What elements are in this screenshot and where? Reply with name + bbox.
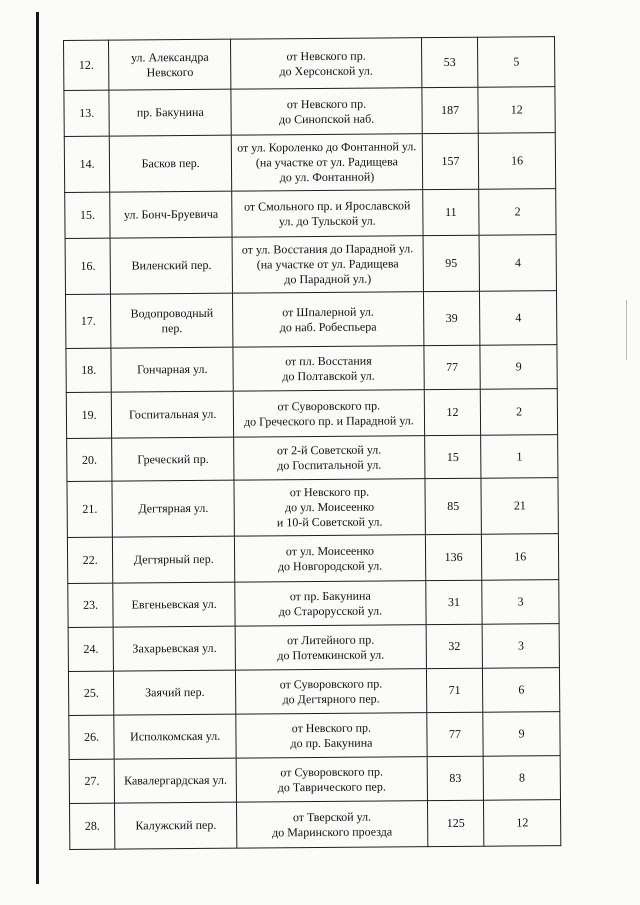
row-number: 22. (67, 537, 113, 583)
street-count: 2 (479, 189, 556, 236)
table-row (64, 133, 555, 193)
row-number: 13. (64, 90, 110, 136)
row-number: 20. (67, 438, 113, 481)
street-count: 16 (482, 534, 559, 581)
row-number: 21. (67, 481, 113, 537)
street-route: от ул. Восстания до Парадной ул. (на участке от ул. Радищева до Парадной ул.) (232, 236, 423, 293)
table-row (65, 235, 556, 295)
street-length: 157 (422, 133, 479, 189)
street-length: 39 (423, 291, 480, 345)
street-length: 32 (426, 624, 483, 668)
row-number: 16. (65, 238, 111, 294)
table-row (65, 189, 556, 239)
street-name: Кавалергардская ул. (114, 758, 236, 803)
street-name: ул. Александра Невского (109, 39, 231, 90)
table-row (66, 345, 557, 393)
street-length: 187 (422, 87, 479, 133)
street-route: от Литейного пр. до Потемкинской ул. (235, 625, 426, 670)
street-name: Калужский пер. (115, 802, 237, 849)
street-route: от Суворовского пр. до Греческого пр. и Парадной ул. (233, 390, 424, 437)
street-count: 9 (483, 712, 560, 757)
street-length: 15 (424, 435, 481, 478)
street-count: 12 (484, 800, 561, 847)
row-number: 23. (68, 583, 114, 627)
table-row (69, 712, 560, 760)
table-row (68, 668, 559, 716)
street-route: от ул. Короленко до Фонтанной ул. (на участке от ул. Радищева до ул. Фонтанной) (231, 134, 422, 191)
table-row (69, 756, 560, 804)
street-route: от пл. Восстания до Полтавской ул. (233, 346, 424, 391)
row-number: 14. (64, 136, 110, 192)
row-number: 17. (65, 294, 111, 348)
row-number: 26. (69, 715, 115, 759)
table-row (64, 87, 555, 137)
street-length: 11 (422, 189, 479, 235)
street-route: от Суворовского пр. до Таврического пер. (236, 757, 427, 802)
streets-table (63, 36, 561, 850)
street-name: пр. Бакунина (109, 89, 231, 136)
street-count: 21 (481, 478, 558, 535)
street-name: Захарьевская ул. (113, 626, 235, 671)
street-length: 77 (426, 712, 483, 756)
scan-mark (626, 300, 627, 360)
street-count: 4 (480, 291, 557, 346)
street-length: 95 (423, 235, 480, 291)
street-route: от Невского пр. до ул. Моисеенко и 10-й Советской ул. (234, 479, 425, 536)
table-row (67, 534, 558, 584)
street-count: 3 (482, 580, 559, 625)
street-route: от пр. Бакунина до Старорусской ул. (235, 581, 426, 626)
table-row (67, 435, 558, 482)
row-number: 25. (68, 671, 114, 715)
street-name: Греческий пр. (112, 437, 234, 481)
street-name: Евгеньевская ул. (113, 582, 235, 627)
table-row (67, 478, 558, 538)
street-name: Басков пер. (110, 135, 232, 192)
street-length: 71 (426, 668, 483, 712)
street-name: Госпитальная ул. (112, 391, 234, 438)
street-route: от Шпалерной ул. до наб. Робеспьера (233, 292, 424, 347)
row-number: 12. (64, 40, 110, 90)
street-route: от Суворовского пр. до Дегтярного пер. (236, 669, 427, 714)
street-count: 1 (481, 435, 558, 479)
street-name: Дегтярный пер. (113, 536, 235, 583)
street-count: 8 (483, 756, 560, 801)
street-count: 6 (483, 668, 560, 713)
binding-margin-line (36, 12, 39, 884)
street-route: от Невского пр. до Синопской наб. (231, 88, 422, 135)
street-count: 12 (478, 87, 555, 134)
street-name: Водопроводный пер. (111, 293, 233, 348)
table-row (69, 800, 560, 850)
street-count: 2 (481, 389, 558, 436)
street-route: от Невского пр. до Херсонской ул. (231, 38, 422, 89)
street-route: от Невского пр. до пр. Бакунина (236, 713, 427, 758)
table-row (65, 291, 556, 349)
streets-table-body (64, 37, 561, 850)
street-length: 125 (427, 800, 484, 846)
street-name: ул. Бонч-Бруевича (110, 191, 232, 238)
street-count: 4 (479, 235, 556, 292)
street-name: Гончарная ул. (111, 347, 233, 392)
street-name: Дегтярная ул. (112, 480, 234, 537)
row-number: 19. (66, 392, 112, 438)
row-number: 15. (65, 192, 111, 238)
street-name: Виленский пер. (110, 237, 232, 294)
table-row (66, 389, 557, 439)
street-name: Исполкомская ул. (114, 714, 236, 759)
street-count: 9 (480, 345, 557, 390)
table-row (64, 37, 555, 91)
street-length: 31 (425, 580, 482, 624)
row-number: 28. (69, 803, 115, 849)
street-count: 3 (482, 624, 559, 669)
row-number: 18. (66, 348, 112, 392)
street-route: от ул. Моисеенко до Новгородской ул. (235, 535, 426, 582)
street-length: 53 (421, 37, 478, 87)
street-route: от Тверской ул. до Маринского проезда (237, 801, 428, 848)
street-length: 77 (424, 345, 481, 389)
street-count: 16 (479, 133, 556, 190)
row-number: 24. (68, 627, 114, 671)
street-length: 136 (425, 534, 482, 580)
row-number: 27. (69, 759, 115, 803)
street-route: от 2-й Советской ул. до Госпитальной ул. (234, 436, 425, 480)
table-row (68, 624, 559, 672)
table-row (68, 580, 559, 628)
street-name: Заячий пер. (114, 670, 236, 715)
street-length: 85 (425, 478, 482, 534)
street-length: 83 (427, 756, 484, 800)
street-count: 5 (478, 37, 555, 88)
street-length: 12 (424, 389, 481, 435)
street-route: от Смольного пр. и Ярославской ул. до Тульской ул. (232, 190, 423, 237)
